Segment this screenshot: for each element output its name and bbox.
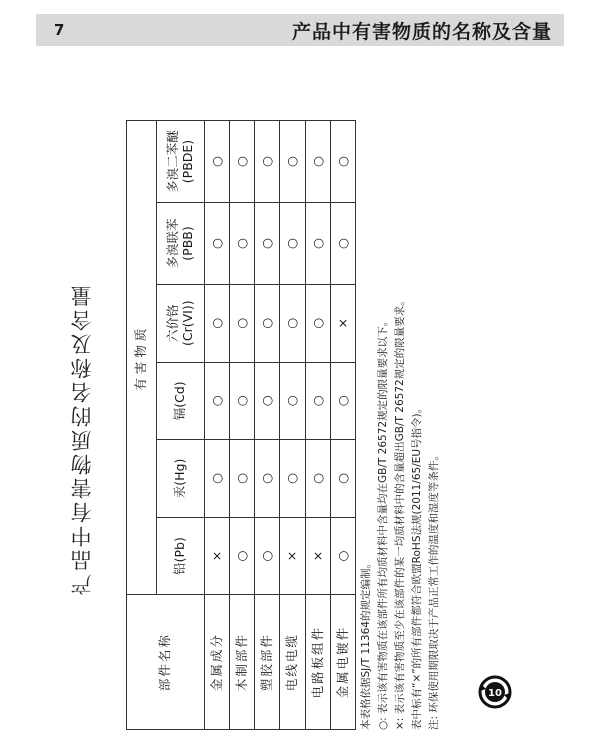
- substance-mark-cell: ○: [255, 121, 280, 203]
- substance-mark-cell: ○: [305, 203, 330, 285]
- substance-column-header: 铅(Pb): [157, 517, 205, 595]
- section-title: 产品中有害物质的名称及含量: [70, 283, 94, 595]
- substance-mark-cell: ○: [205, 203, 230, 285]
- substance-mark-cell: ○: [255, 440, 280, 518]
- part-name-cell: 金属电镀件: [330, 595, 355, 730]
- substance-mark-cell: ×: [280, 517, 305, 595]
- part-name-header: 部件名称: [127, 595, 205, 730]
- substance-mark-cell: ×: [205, 517, 230, 595]
- substance-mark-cell: ○: [230, 121, 255, 203]
- substance-mark-cell: ○: [230, 203, 255, 285]
- substance-mark-cell: ○: [205, 284, 230, 362]
- note-line: 表中标有“×”的所有部件都符合欧盟RoHS法规(2011/65/EU号指令)。: [411, 402, 423, 730]
- page-header: [36, 14, 564, 46]
- substance-mark-cell: ○: [255, 517, 280, 595]
- notes-block: [358, 120, 443, 730]
- substance-mark-cell: ○: [205, 362, 230, 440]
- substance-mark-cell: ○: [230, 362, 255, 440]
- substance-mark-cell: ○: [205, 440, 230, 518]
- substance-mark-cell: ×: [305, 517, 330, 595]
- header-title: 产品中有害物质的名称及含量: [291, 20, 552, 43]
- substance-mark-cell: ○: [280, 284, 305, 362]
- substance-mark-cell: ○: [305, 440, 330, 518]
- table-row: [255, 121, 280, 730]
- substance-column-header: 汞(Hg): [157, 440, 205, 518]
- part-name-cell: 电路板组件: [305, 595, 330, 730]
- note-line: 本表格依据SJ/T 11364的规定编制。: [360, 558, 372, 730]
- substance-table-block: [126, 120, 440, 730]
- substance-column-header: 镉(Cd): [157, 362, 205, 440]
- substance-mark-cell: ○: [305, 284, 330, 362]
- note-line: 注: 环保使用期限取决于产品正常工作的温度和湿度等条件。: [428, 450, 440, 730]
- substance-mark-cell: ○: [230, 517, 255, 595]
- part-name-cell: 塑胶部件: [255, 595, 280, 730]
- logo-text: 10: [488, 688, 502, 699]
- substance-mark-cell: ○: [280, 121, 305, 203]
- substance-mark-cell: ○: [330, 121, 355, 203]
- page-number: 7: [54, 21, 65, 39]
- table-row: [280, 121, 305, 730]
- substance-mark-cell: ○: [280, 362, 305, 440]
- table-row: [230, 121, 255, 730]
- hazardous-substance-table: [126, 120, 356, 730]
- table-row: [205, 121, 230, 730]
- substance-group-header: 有害物质: [127, 121, 157, 595]
- substance-mark-cell: ○: [330, 362, 355, 440]
- substance-column-header: 六价铬 (Cr(VI)): [157, 284, 205, 362]
- substance-mark-cell: ○: [330, 440, 355, 518]
- substance-mark-cell: ○: [255, 284, 280, 362]
- substance-mark-cell: ○: [330, 517, 355, 595]
- substance-column-header: 多溴联苯 (PBB): [157, 203, 205, 285]
- substance-mark-cell: ○: [305, 362, 330, 440]
- part-name-cell: 金属成分: [205, 595, 230, 730]
- substance-column-header: 多溴二苯醚 (PBDE): [157, 121, 205, 203]
- substance-mark-cell: ×: [330, 284, 355, 362]
- substance-mark-cell: ○: [255, 203, 280, 285]
- substance-mark-cell: ○: [330, 203, 355, 285]
- environmental-protection-use-period-icon: [478, 675, 512, 709]
- substance-mark-cell: ○: [230, 284, 255, 362]
- table-row: [330, 121, 355, 730]
- substance-mark-cell: ○: [255, 362, 280, 440]
- substance-mark-cell: ○: [280, 440, 305, 518]
- note-line: ×: 表示该有害物质至少在该部件的某一均质材料中的含量超出GB/T 26572规定的限量要求。: [394, 295, 406, 730]
- substance-mark-cell: ○: [305, 121, 330, 203]
- note-line: ○: 表示该有害物质在该部件所有均质材料中含量均在GB/T 26572规定的限量要求以下。: [377, 315, 389, 730]
- part-name-cell: 电线电缆: [280, 595, 305, 730]
- part-name-cell: 木制部件: [230, 595, 255, 730]
- substance-mark-cell: ○: [280, 203, 305, 285]
- substance-mark-cell: ○: [205, 121, 230, 203]
- substance-mark-cell: ○: [230, 440, 255, 518]
- table-row: [305, 121, 330, 730]
